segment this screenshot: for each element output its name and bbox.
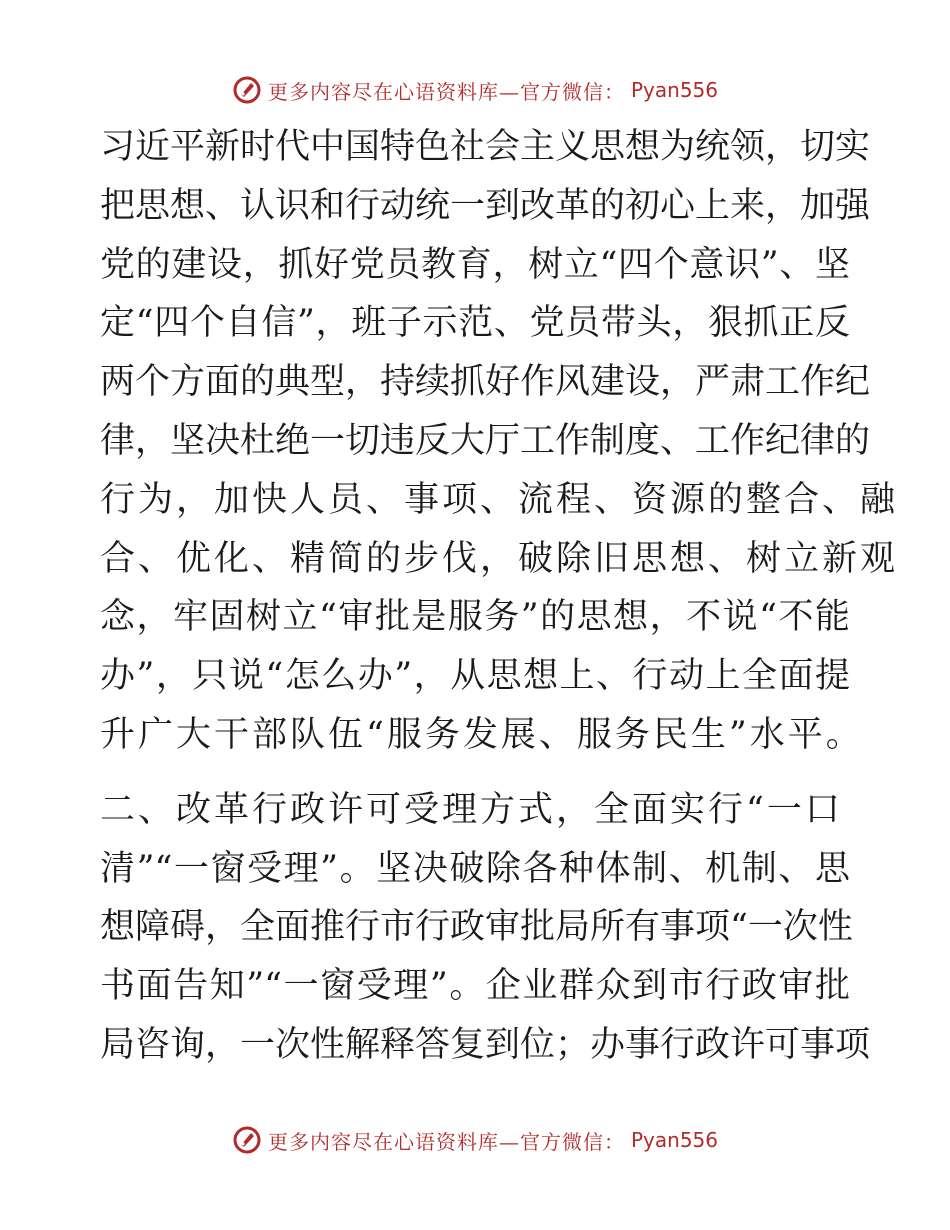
paragraph-2 <box>100 781 871 1075</box>
header-banner-handle: Pyan556 <box>630 78 718 102</box>
pen-nib-logo-icon <box>232 75 262 105</box>
text-line: 行为，加快人员、事项、流程、资源的整合、融 <box>100 479 899 520</box>
footer-banner <box>0 1120 950 1160</box>
footer-banner-handle: Pyan556 <box>630 1128 718 1152</box>
text-line: 局咨询，一次性解释答复到位；办事行政许可事项 <box>100 1024 871 1065</box>
text-line: 两个方面的典型，持续抓好作风建设，严肃工作纪 <box>100 362 871 403</box>
text-line: 定“四个自信”，班子示范、党员带头，狠抓正反 <box>100 303 850 344</box>
header-banner-text: 更多内容尽在心语资料库—官方微信： <box>267 79 625 104</box>
pen-nib-logo-icon <box>232 1125 262 1155</box>
text-line: 习近平新时代中国特色社会主义思想为统领，切实 <box>100 127 871 167</box>
text-line: 二、改革行政许可受理方式，全面实行“一口 <box>100 789 843 830</box>
text-line: 升广大干部队伍“服务发展、服务民生”水平。 <box>100 714 864 755</box>
text-line: 办”，只说“怎么办”，从思想上、行动上全面提 <box>100 656 850 697</box>
text-line: 党的建设，抓好党员教育，树立“四个意识”、坚 <box>100 244 850 285</box>
paragraph-gap <box>100 765 850 781</box>
text-line: 把思想、认识和行动统一到改革的初心上来，加强 <box>100 185 871 226</box>
text-line: 念，牢固树立“审批是服务”的思想，不说“不能 <box>100 597 850 638</box>
text-line: 合、优化、精简的步伐，破除旧思想、树立新观 <box>100 538 899 579</box>
text-line: 想障碍，全面推行市行政审批局所有事项“一次性 <box>100 907 853 948</box>
text-line: 律，坚决杜绝一切违反大厅工作制度、工作纪律的 <box>100 420 871 461</box>
footer-banner-text: 更多内容尽在心语资料库—官方微信： <box>267 1129 625 1154</box>
paragraph-1 <box>100 118 899 765</box>
text-line: 清”“一窗受理”。坚决破除各种体制、机制、思 <box>100 848 850 889</box>
text-line: 书面告知”“一窗受理”。企业群众到市行政审批 <box>100 966 850 1007</box>
header-banner <box>0 70 950 110</box>
document-body <box>100 118 899 1075</box>
